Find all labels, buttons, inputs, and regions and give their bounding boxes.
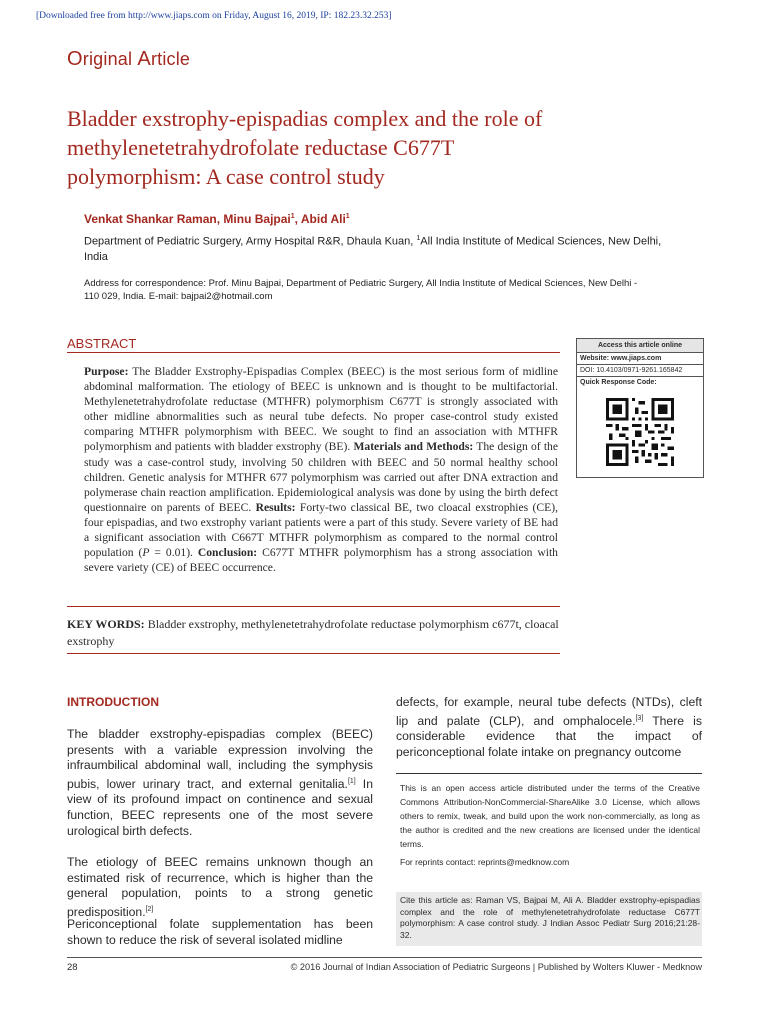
access-website-row [577,353,703,365]
open-access-notice: This is an open access article distributed under the terms of the Creative Commons Attribution-NonCommercial-ShareAlike 3.0 License, which allows others to remix, tweak, and build upon the work non-commercially, as long as the author is credited and the new creations are licensed under the identical terms. [400,783,700,849]
author-3: Abid Ali [300,212,346,226]
qr-code-icon [606,396,674,468]
keywords-label: KEY WORDS: [67,617,145,631]
affiliation-sup: 1 [416,235,421,242]
keywords [67,616,559,650]
author-1: Venkat Shankar Raman, [84,212,224,226]
citation-text: Cite this article as: Raman VS, Bajpai M, Ali A. Bladder exstrophy-epispadias complex and the role of methylenetetrahydrofolate reductase C677T polymorphism: A case control study. J Indian Assoc Pediatr Surg 2016;21:28-32. [400,895,700,940]
section-label [67,48,190,71]
download-notice: [Downloaded free from http://www.jiaps.com on Friday, August 16, 2019, IP: 182.23.32.253] [36,11,392,21]
website-label: Website: [580,355,610,362]
author-3-sup: 1 [345,213,350,220]
intro-r1-text-b: There is considerable evidence that the impact of periconceptional folate intake on pregnancy outcome [396,713,702,759]
intro-paragraph-1 [67,727,373,839]
intro-r1-text: defects, for example, neural tube defects (NTDs), cleft lip and palate (CLP), and omphalocele. [396,695,702,728]
section-label-rest2: rticle [150,49,191,69]
intro-p1-ref[interactable]: [1] [347,777,356,785]
intro-right-paragraph [396,695,702,760]
intro-paragraph-3: Periconceptional folate supplementation has been shown to reduce the risk of several isolated midline [67,917,373,947]
footer-journal: © 2016 Journal of Indian Association of Pediatric Surgeons | Published by Wolters Kluwer - Medknow [290,962,702,972]
intro-r1-ref[interactable]: [3] [635,714,644,722]
purpose-text: The Bladder Exstrophy-Epispadias Complex (BEEC) is the most serious form of midline abdominal malformation. The etiology of BEEC is unknown and is thought to be multifactorial. Methylenetetrahydrofolate reductase (MTHFR) polymorphism C677T is strongly associated with other midline abnormalities such as neural tube defects. No proper case-control study existed comparing MTHFR polymorphism with BEEC. We sought to find an association with MTHFR polymorphism and patients with bladder exstrophy (BE). [84,365,558,454]
p-symbol: P [142,546,150,560]
abstract-rule [67,352,560,353]
reprints-contact[interactable]: For reprints contact: reprints@medknow.com [400,857,570,867]
introduction-heading: INTRODUCTION [67,695,159,709]
qr-label: Quick Response Code: [580,379,657,386]
author-2: Minu Bajpai [223,212,291,226]
article-title: Bladder exstrophy-epispadias complex and the role of methylenetetrahydrofolate reductase C677T polymorphism: A case control study [67,106,543,189]
affiliation-2: All India Institute of Medical Sciences, New Delhi, India [84,235,662,263]
purpose-label: Purpose: [84,365,129,378]
p-value: = 0.01). [149,546,198,560]
conclusion-text: C677T MTHFR polymorphism has a strong association with severe variety (CE) of BEEC occurrence. [84,546,558,575]
affiliation-1: Department of Pediatric Surgery, Army Hospital R&R, Dhaula Kuan, [84,235,417,248]
intro-p2-text: The etiology of BEEC remains unknown though an estimated risk of recurrence, which is higher than the general population, points to a strong genetic predisposition. [67,855,373,919]
intro-p1-text-b: In view of its profound impact on continence and sexual function, BEEC represents one of the most severe urological birth defects. [67,776,373,838]
access-doi-row[interactable]: DOI: 10.4103/0971-9261.165842 [577,365,703,377]
intro-p1-text: The bladder exstrophy-epispadias complex (BEEC) presents with a variable expression involving the infraumbilical abdominal wall, including the symphysis pubis, lower urinary tract, and external genitalia. [67,727,373,791]
keywords-rule-top [67,606,560,607]
page-number: 28 [67,962,78,973]
website-link[interactable]: www.jiaps.com [609,355,662,362]
correspondence-address: Address for correspondence: Prof. Minu Bajpai, Department of Pediatric Surgery, All India Institute of Medical Sciences, New Delhi - 110 029, India. E-mail: bajpai2@hotmail.com [84,278,638,302]
abstract-body [84,364,558,575]
keywords-text: Bladder exstrophy, methylenetetrahydrofolate reductase polymorphism c677t, cloacal exstrophy [67,617,559,648]
intro-p2-ref[interactable]: [2] [145,905,154,913]
results-text: Forty-two classical BE, two cloacal exstrophies (CE), four epispadias, and two exstrophy variant patients were a part of this study. Severe variety of BE had a significant association with C667T MTHFR polymorphism as compared to the normal control population ( [84,500,558,560]
affiliation [84,231,664,265]
author-separator: , [294,212,301,226]
results-label: Results: [255,500,296,514]
author-list [84,212,350,226]
access-box-header: Access this article online [577,339,703,353]
conclusion-label: Conclusion: [197,546,258,560]
footer-rule [67,957,702,958]
methods-text: The design of the study was a case-control study, involving 50 children with BEEC and 50 normal healthy school children. Genetic analysis for MTHFR 677 polymorphism was carried out after DNA extraction and polymerase chain reaction amplification. Epidemiological analysis was done by using the birth defect questionnaire on parents of BEEC. [84,440,558,514]
section-label-cap2: A [137,48,151,70]
intro-paragraph-2 [67,855,373,920]
section-label-cap1: O [67,48,83,70]
methods-label: Materials and Methods: [353,440,474,454]
keywords-rule-bottom [67,653,560,654]
author-2-sup: 1 [290,213,295,220]
open-access-rule [396,773,702,774]
abstract-heading: ABSTRACT [67,336,137,351]
section-label-rest1: riginal [82,49,138,69]
